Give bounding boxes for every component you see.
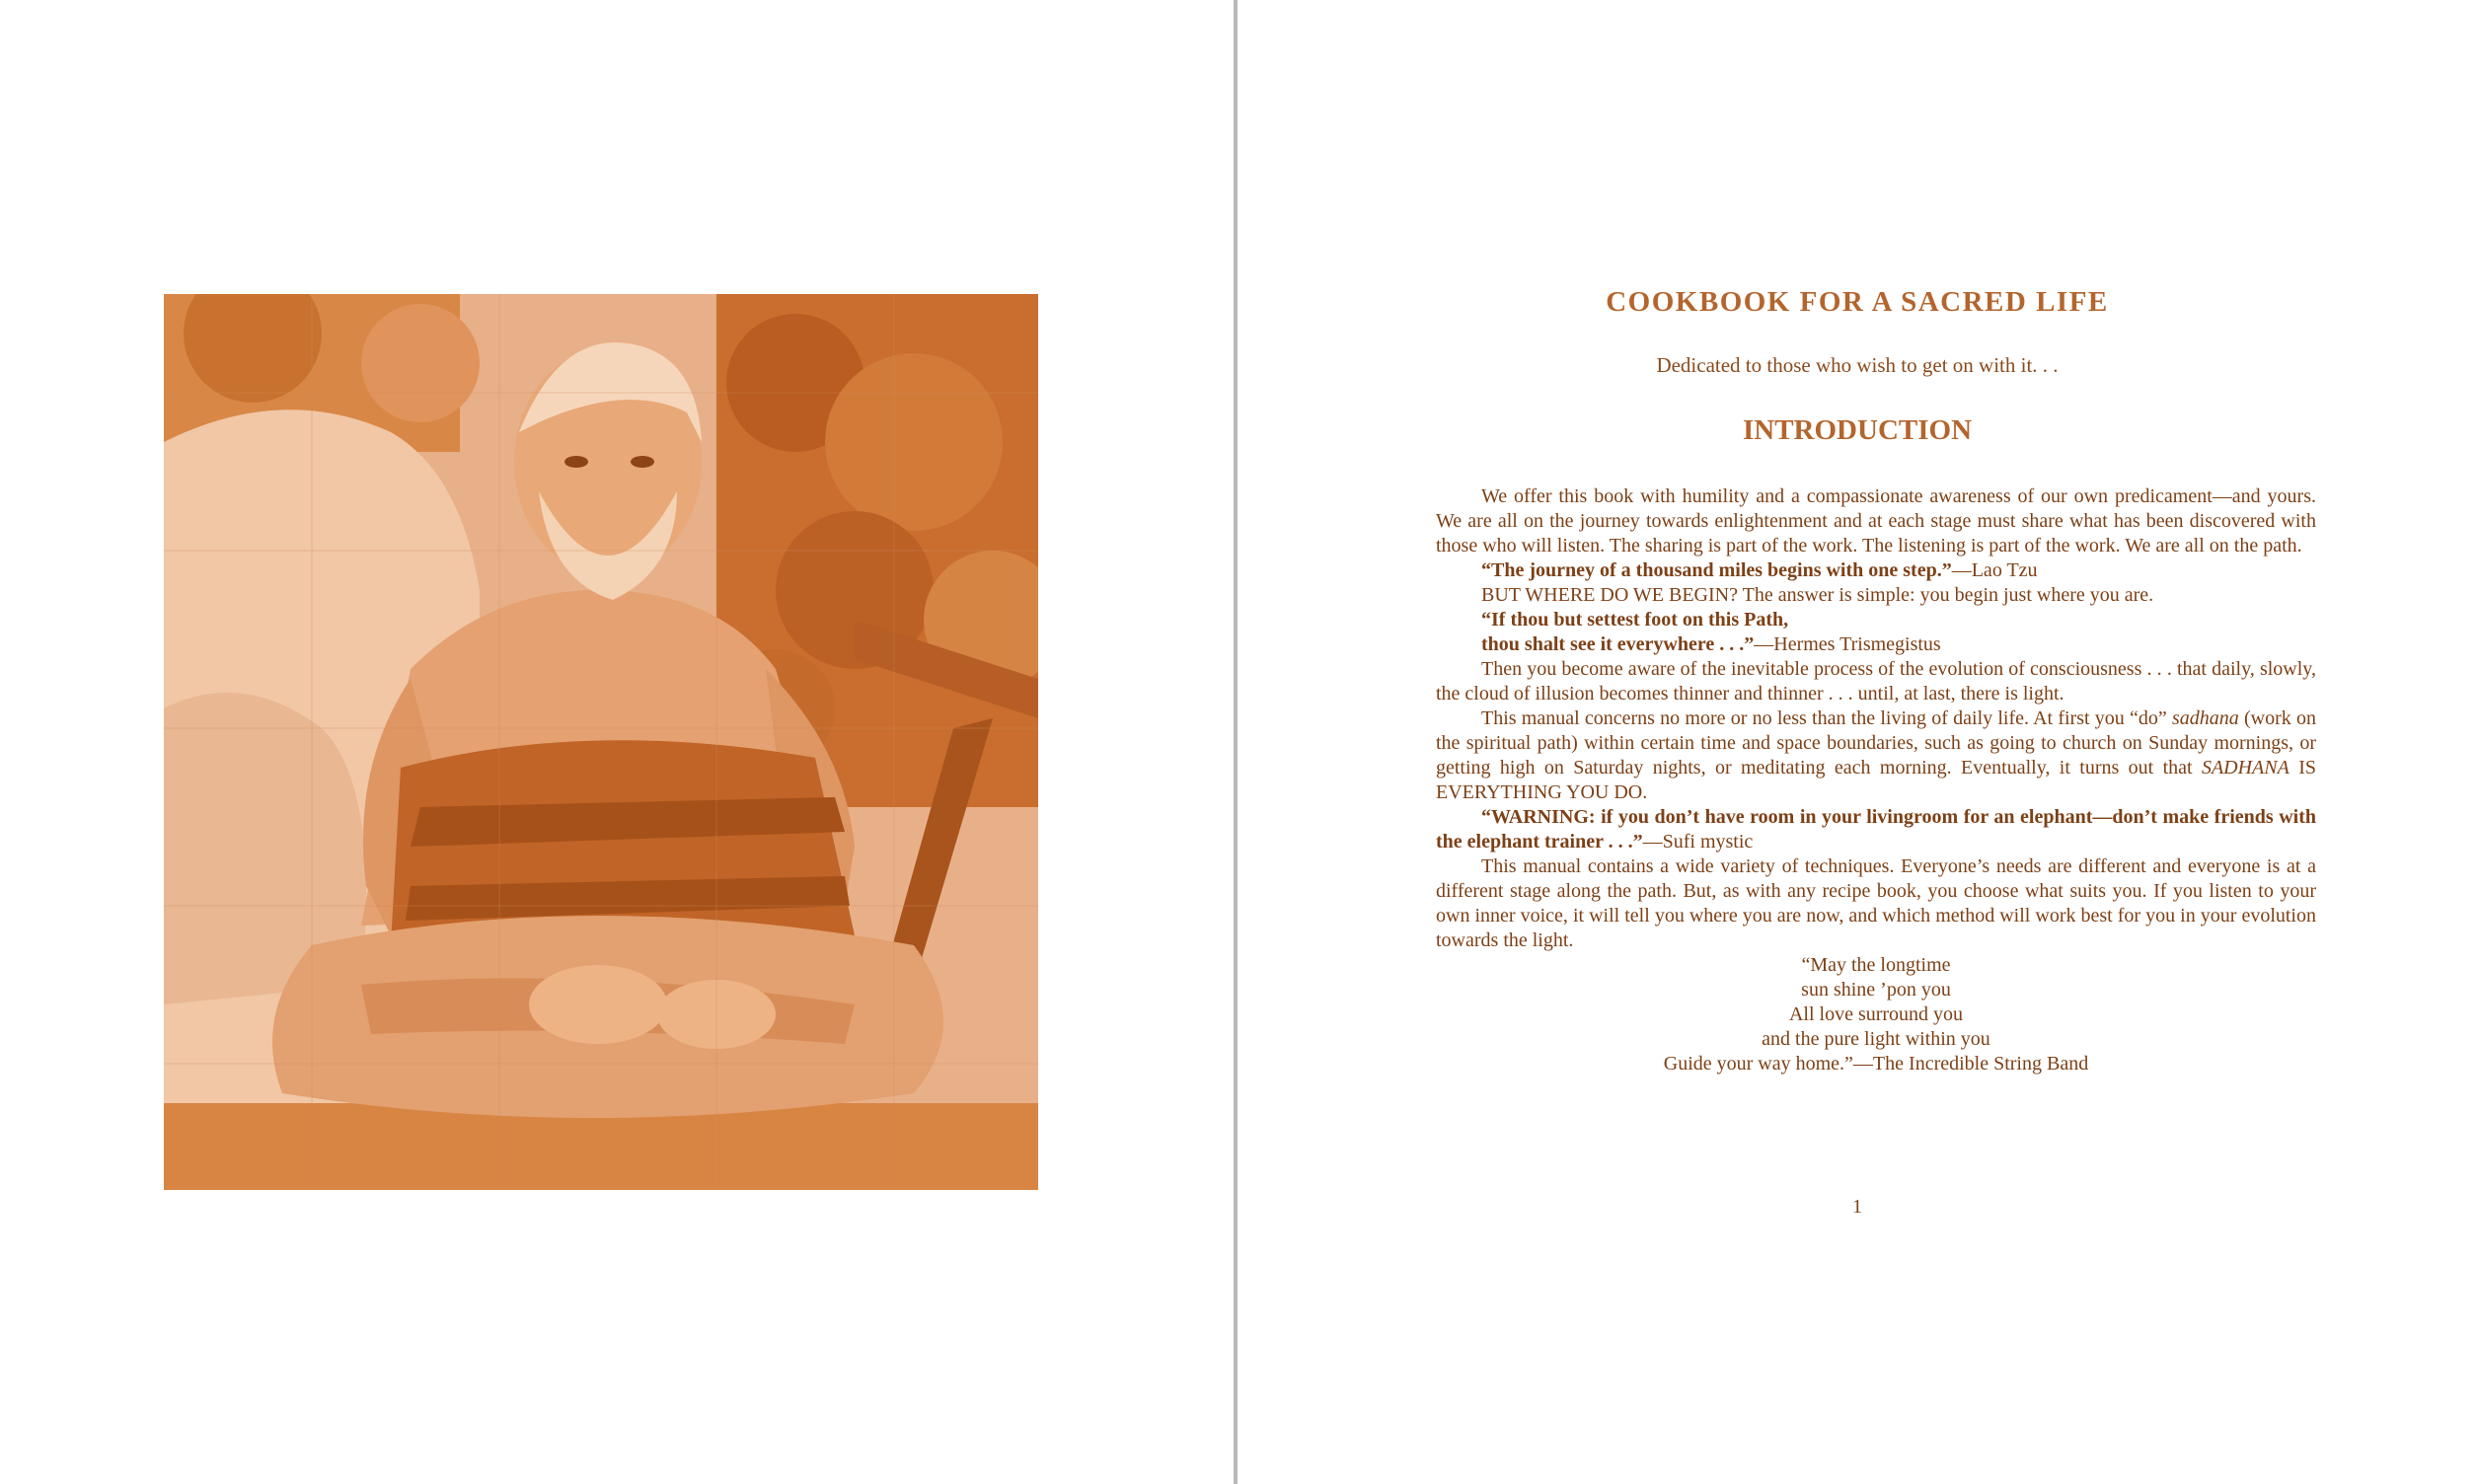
quote-hermes-line1: “If thou but settest foot on this Path, — [1481, 609, 1789, 631]
quote-sufi — [1436, 805, 2316, 854]
poem-line: “May the longtime — [1801, 954, 1951, 976]
quote-text: “WARNING: if you don’t have room in your livingroom for an elephant—don’t make friends with the elephant trainer . . .” — [1436, 806, 2316, 853]
book-title: COOKBOOK FOR A SACRED LIFE — [1606, 286, 2109, 318]
quote-author: —Lao Tzu — [1951, 559, 2038, 581]
quote-text: thou shalt see it everywhere . . .” — [1481, 633, 1755, 655]
italic-term: sadhana — [2171, 707, 2239, 729]
quote-hermes-line2 — [1436, 632, 2316, 657]
text-run: IS EVERYTHING YOU DO. — [1436, 757, 2316, 803]
paragraph: This manual contains a wide variety of techniques. Everyone’s needs are different and everyone is at a different stage along the path. But, as with any recipe book, you choose what suits you. If you listen to your own inner voice, it will tell you where you are now, and which method will work best for you in your evolution towards the light. — [1436, 855, 2316, 951]
section-heading: INTRODUCTION — [1742, 414, 1973, 446]
quote-author: —Hermes Trismegistus — [1754, 633, 1941, 655]
paragraph-sadhana — [1436, 706, 2316, 805]
poem-line: sun shine ’pon you — [1801, 979, 1951, 1001]
right-page — [1238, 0, 2477, 1484]
paragraph: Then you become aware of the inevitable process of the evolution of consciousness . . . that daily, slowly, the cloud of illusion becomes thinner and thinner . . . until, at last, there is light. — [1436, 658, 2316, 705]
portrait-photo — [164, 294, 1038, 1190]
introduction-body — [1436, 484, 2316, 1076]
text-run: This manual concerns no more or no less than the living of daily life. At first you “do” — [1481, 707, 2172, 729]
poem-line: and the pure light within you — [1762, 1028, 1990, 1050]
page-number: 1 — [1852, 1196, 1862, 1218]
poem-line: Guide your way home.”—The Incredible String Band — [1663, 1053, 2089, 1075]
left-page — [0, 0, 1234, 1484]
closing-poem — [1436, 953, 2316, 1076]
italic-term: SADHANA — [2201, 757, 2289, 779]
text-run: (work on the spiritual path) within certain time and space boundaries, such as going to church on Sunday mornings, or getting high on Saturday nights, or meditating each morning. Eventually, it turns out that — [1436, 707, 2316, 779]
poem-line: All love surround you — [1788, 1003, 1964, 1025]
paragraph: We offer this book with humility and a compassionate awareness of our own predicament—and yours. We are all on the journey towards enlightenment and at each stage must share what has been discovered with those who will listen. The sharing is part of the work. The listening is part of the work. We are all on the path. — [1436, 485, 2316, 556]
quote-text: “The journey of a thousand miles begins with one step.” — [1481, 559, 1952, 581]
quote-lao-tzu — [1436, 558, 2316, 583]
quote-author: —Sufi mystic — [1642, 831, 1754, 853]
paragraph: BUT WHERE DO WE BEGIN? The answer is simple: you begin just where you are. — [1481, 584, 2154, 606]
dedication: Dedicated to those who wish to get on with it. . . — [1656, 353, 2059, 377]
